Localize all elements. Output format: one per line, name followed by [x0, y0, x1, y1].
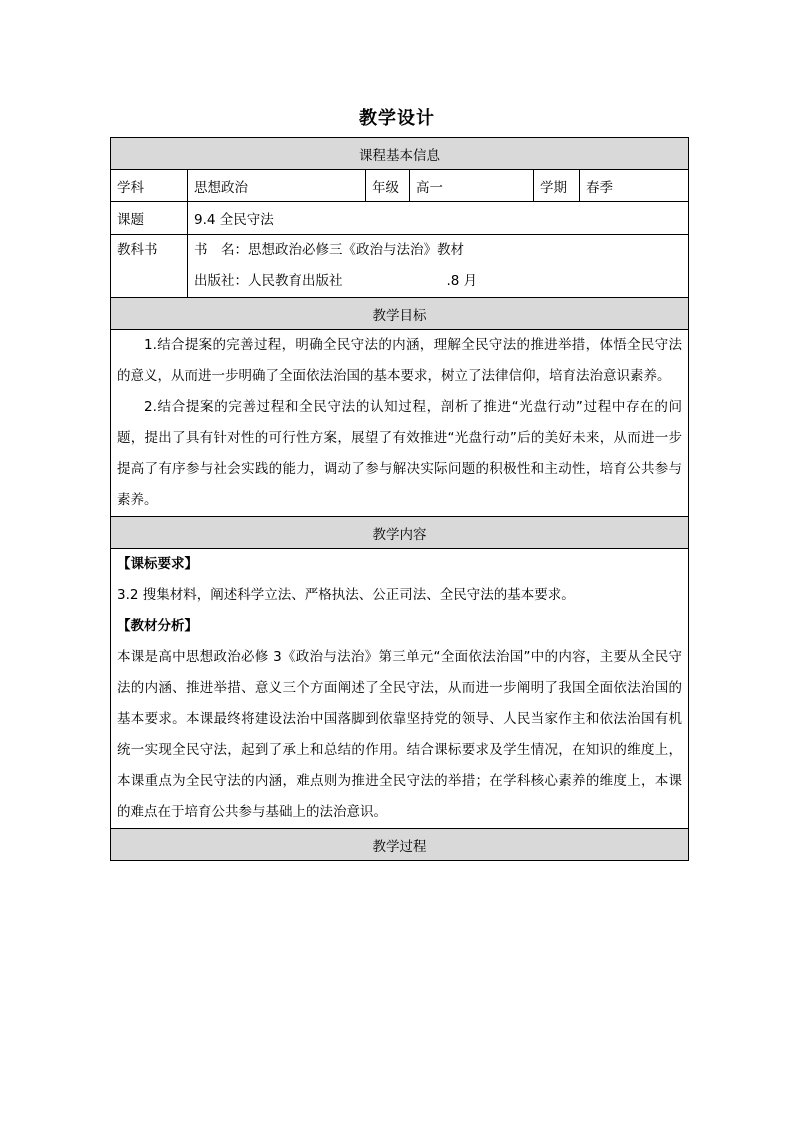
content-cell	[111, 549, 689, 829]
section-header-process: 教学过程	[111, 829, 689, 861]
standard-text: 3.2 搜集材料，阐述科学立法、严格执法、公正司法、全民守法的基本要求。	[117, 587, 575, 603]
textbook-info	[188, 235, 689, 298]
grade-label: 年级	[366, 170, 410, 202]
publish-month: .8 月	[446, 273, 478, 289]
term-label: 学期	[534, 170, 580, 202]
publisher-line	[194, 266, 682, 297]
section-header-objectives: 教学目标	[111, 298, 689, 330]
topic-value: 9.4 全民守法	[188, 202, 689, 235]
book-name: 书 名：思想政治必修三《政治与法治》教材	[194, 242, 464, 258]
grade-value: 高一	[410, 170, 534, 202]
objective-1: 1.结合提案的完善过程，明确全民守法的内涵，理解全民守法的推进举措，体悟全民守法的意义，从而进一步明确了全面依法治国的基本要求，树立了法律信仰，培育法治意识素养。	[117, 337, 683, 384]
objective-2: 2.结合提案的完善过程和全民守法的认知过程，剖析了推进“光盘行动”过程中存在的问题，提出了具有针对性的可行性方案，展望了有效推进“光盘行动”后的美好未来，从而进一步提高了有序参与社会实践的能力，调动了参与解决实际问题的积极性和主动性，培育公共参与素养。	[117, 399, 683, 508]
analysis-text: 本课是高中思想政治必修 3《政治与法治》第三单元“全面依法治国”中的内容，主要从全民守法的内涵、推进举措、意义三个方面阐述了全民守法，从而进一步阐明了我国全面依法治国的基本要求。本课最终将建设法治中国落脚到依靠坚持党的领导、人民当家作主和依法治国有机统一实现全民守法，起到了承上和总结的作用。结合课标要求及学生情况，在知识的维度上，本课重点为全民守法的内涵，难点则为推进全民守法的举措；在学科核心素养的维度上，本课的难点在于培育公共参与基础上的法治意识。	[117, 649, 683, 820]
subject-value: 思想政治	[188, 170, 366, 202]
topic-label: 课题	[111, 202, 188, 235]
section-header-basic-info: 课程基本信息	[111, 138, 689, 170]
basic-info-row	[111, 170, 689, 202]
objectives-cell	[111, 330, 689, 517]
lesson-design-table	[110, 137, 689, 861]
document-title: 教学设计	[359, 108, 435, 129]
publisher: 出版社：人民教育出版社	[194, 273, 343, 289]
textbook-row	[111, 235, 689, 298]
section-header-content: 教学内容	[111, 517, 689, 549]
analysis-heading: 【教材分析】	[117, 618, 198, 634]
textbook-label: 教科书	[111, 235, 188, 298]
subject-label: 学科	[111, 170, 188, 202]
term-value: 春季	[580, 170, 689, 202]
standard-heading: 【课标要求】	[117, 556, 198, 572]
topic-row	[111, 202, 689, 235]
